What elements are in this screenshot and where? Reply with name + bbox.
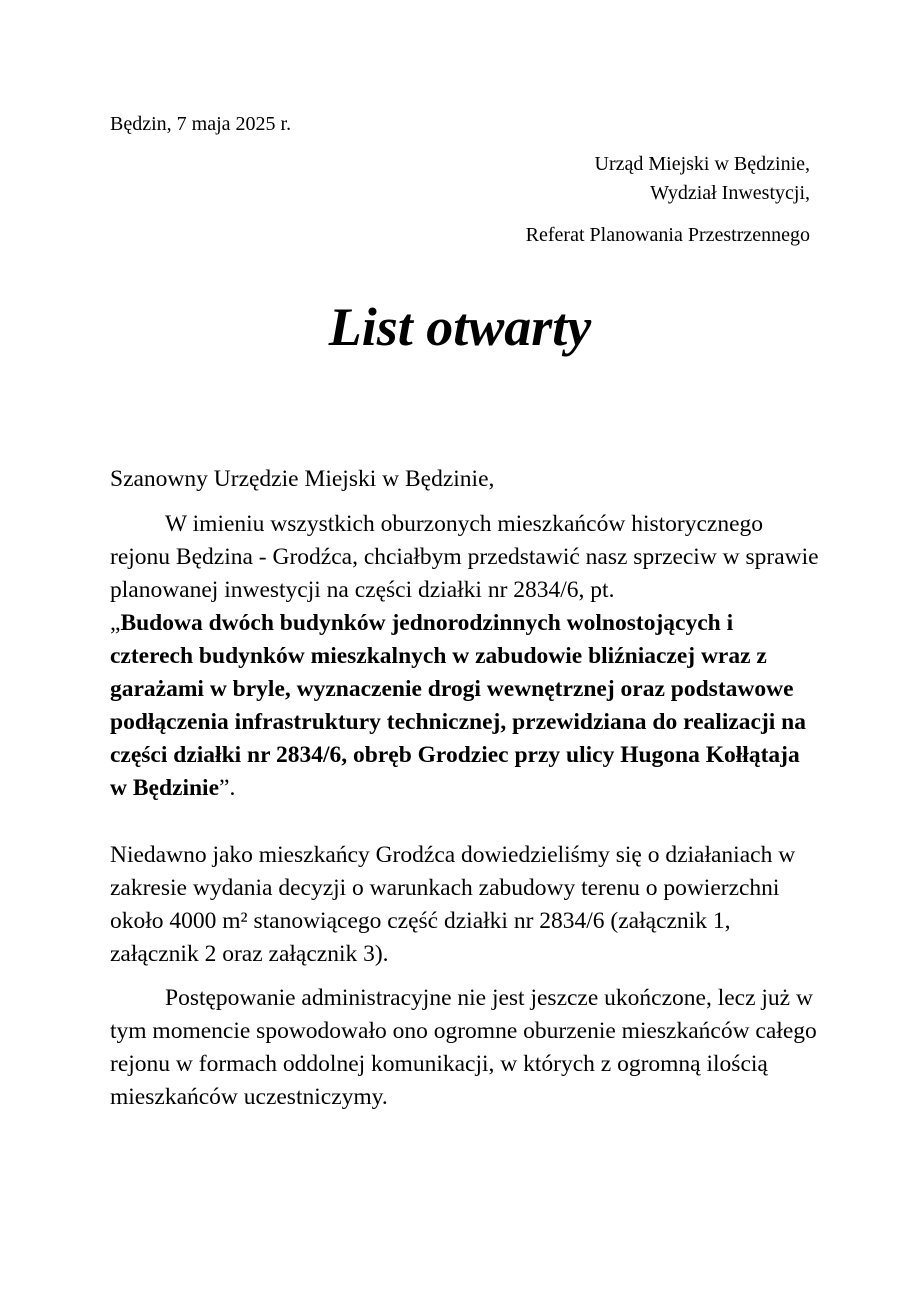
letter-date: Będzin, 7 maja 2025 r. <box>110 113 292 135</box>
letter-title: List otwarty <box>328 297 592 357</box>
quote-open-mark: „ <box>110 610 121 636</box>
paragraph-objection <box>110 508 822 805</box>
paragraph-discovery: Niedawno jako mieszkańcy Grodźca dowiedzieliśmy się o działaniach w zakresie wydania decyzji o warunkach zabudowy terenu o powierzchni około 4000 m² stanowiącego część działki nr 2834/6 (załącznik 1, załącznik 2 oraz załącznik 3). <box>110 842 796 967</box>
project-name: Budowa dwóch budynków jednorodzinnych wolnostojących i czterech budynków mieszkalnych w zabudowie bliźniaczej wraz z garażami w bryle, wyznaczenie drogi wewnętrznej oraz podstawowe podłączenia infrastruktury technicznej, przewidziana do realizacji na części działki nr 2834/6, obręb Grodziec przy ulicy Hugona Kołłątaja w Będzinie <box>110 610 807 801</box>
quote-close-mark: ”. <box>219 775 236 801</box>
paragraph-objection-lead: W imieniu wszystkich oburzonych mieszkańców historycznego rejonu Będzina - Grodźca, chciałbym przedstawić nasz sprzeciw w sprawie planowanej inwestycji na części działki nr 2834/6, pt. <box>110 511 819 603</box>
salutation: Szanowny Urzędzie Miejski w Będzinie, <box>110 466 495 492</box>
recipient-department: Wydział Inwestycji, <box>650 182 810 204</box>
paragraph-proceedings: Postępowanie administracyjne nie jest jeszcze ukończone, lecz już w tym momencie spowodowało ono ogromne oburzenie mieszkańców całego rejonu w formach oddolnej komunikacji, w których z ogromną ilością mieszkańców uczestniczymy. <box>110 985 817 1110</box>
recipient-section: Referat Planowania Przestrzennego <box>525 224 810 246</box>
recipient-office: Urząd Miejski w Będzinie, <box>594 153 810 175</box>
